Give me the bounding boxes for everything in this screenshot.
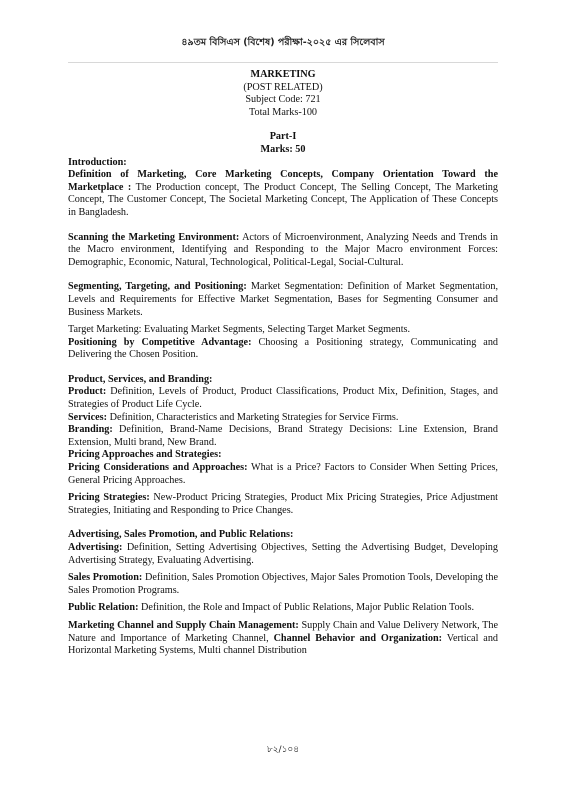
introduction-body: The Production concept, The Product Concept, The Selling Concept, The Marketing Concept, The Customer Concept, The Societal Marketing Concept, The Application of These Concepts in Bangladesh. — [68, 181, 498, 218]
channel-lead: Marketing Channel and Supply Chain Management: — [68, 619, 299, 631]
total-marks: Total Marks-100 — [248, 106, 318, 118]
pricing-heading: Pricing Approaches and Strategies: — [68, 449, 222, 461]
product-paragraph — [68, 386, 498, 411]
page-header: ৪৯তম বিসিএস (বিশেষ) পরীক্ষা-২০২৫ এর সিলেবাস — [181, 37, 385, 48]
public-relation-lead: Public Relation: — [68, 602, 139, 614]
scanning-body: Actors of Microenvironment, Analyzing Needs and Trends in the Macro environment, Identifying and Responding to the Major Macro environment Forces: Demographic, Economic, Natural, Technological, Political-Legal, Social-Cultural. — [68, 231, 499, 268]
branding-body: Definition, Brand-Name Decisions, Brand Strategy Decisions: Line Extension, Brand Extension, Multi brand, New Brand. — [68, 424, 498, 448]
segmenting-body: Market Segmentation: Definition of Market Segmentation, Levels and Requirements for Effective Market Segmentation, Bases for Segmenting Consumer and Business Markets. — [68, 281, 499, 318]
positioning-paragraph — [68, 337, 498, 362]
pricing-considerations-paragraph — [68, 462, 498, 487]
channel-paragraph — [68, 620, 498, 658]
subject-code: Subject Code: 721 — [245, 94, 321, 106]
subject-subtitle: (POST RELATED) — [243, 81, 323, 93]
advertising-heading: Advertising, Sales Promotion, and Public Relations: — [68, 529, 294, 541]
pricing-strategies-body: New-Product Pricing Strategies, Product Mix Pricing Strategies, Price Adjustment Strategies, Initiating and Responding to Price Changes. — [68, 492, 498, 516]
sales-promotion-paragraph — [68, 572, 498, 597]
part-marks: Marks: 50 — [260, 143, 306, 155]
branding-paragraph — [68, 424, 498, 449]
public-relation-body: Definition, the Role and Impact of Public Relations, Major Public Relation Tools. — [138, 602, 474, 614]
title-block — [68, 69, 498, 119]
introduction-heading: Introduction: — [68, 156, 127, 168]
pricing-strategies-lead: Pricing Strategies: — [68, 492, 150, 504]
services-body: Definition, Characteristics and Marketing Strategies for Service Firms. — [107, 411, 399, 423]
public-relation-paragraph — [68, 602, 498, 615]
pricing-considerations-lead: Pricing Considerations and Approaches: — [68, 462, 248, 474]
product-lead: Product: — [68, 386, 107, 398]
document-body — [68, 69, 498, 658]
services-paragraph — [68, 412, 498, 425]
scanning-paragraph — [68, 232, 498, 270]
branding-lead: Branding: — [68, 424, 113, 436]
page-number: ৮২/১০৪ — [266, 745, 300, 755]
services-lead: Services: — [68, 411, 108, 423]
introduction-lead: Definition of Marketing, Core Marketing Concepts, Company Orientation Toward the Marketplace : — [68, 169, 498, 193]
header-divider — [68, 62, 498, 63]
sales-promotion-lead: Sales Promotion: — [68, 572, 143, 584]
scanning-lead: Scanning the Marketing Environment: — [68, 231, 240, 243]
introduction-paragraph — [68, 169, 498, 219]
subject-title: MARKETING — [250, 69, 316, 80]
segmenting-paragraph — [68, 281, 498, 319]
positioning-body: Choosing a Positioning strategy, Communicating and Delivering the Chosen Position. — [68, 336, 499, 361]
part-title: Part-I — [269, 131, 297, 143]
segmenting-lead: Segmenting, Targeting, and Positioning: — [68, 281, 247, 293]
channel-behavior-lead: Channel Behavior and Organization: — [273, 632, 443, 644]
positioning-lead: Positioning by Competitive Advantage: — [68, 336, 252, 348]
advertising-lead: Advertising: — [68, 542, 123, 553]
product-body: Definition, Levels of Product, Product Classifications, Product Mix, Definition, Stages, and Strategies of Product Life Cycle. — [68, 386, 498, 411]
advertising-body: Definition, Setting Advertising Objectives, Setting the Advertising Budget, Developing Advertising Strategy, Evaluating Advertising. — [68, 542, 498, 566]
advertising-paragraph — [68, 542, 498, 567]
pricing-considerations-body: What is a Price? Factors to Consider When Setting Prices, General Pricing Approaches. — [68, 462, 498, 486]
channel-body: Supply Chain and Value Delivery Network, The Nature and Importance of Marketing Channel, — [68, 619, 498, 644]
target-marketing-paragraph: Target Marketing: Evaluating Market Segments, Selecting Target Market Segments. — [68, 324, 411, 336]
pricing-strategies-paragraph — [68, 492, 498, 517]
sales-promotion-body: Definition, Sales Promotion Objectives, Major Sales Promotion Tools, Developing the Sales Promotion Programs. — [68, 572, 498, 596]
part-block — [68, 131, 498, 156]
channel-behavior-body: Vertical and Horizontal Marketing Systems, Multi channel Distribution — [68, 632, 499, 657]
product-heading: Product, Services, and Branding: — [68, 373, 213, 385]
